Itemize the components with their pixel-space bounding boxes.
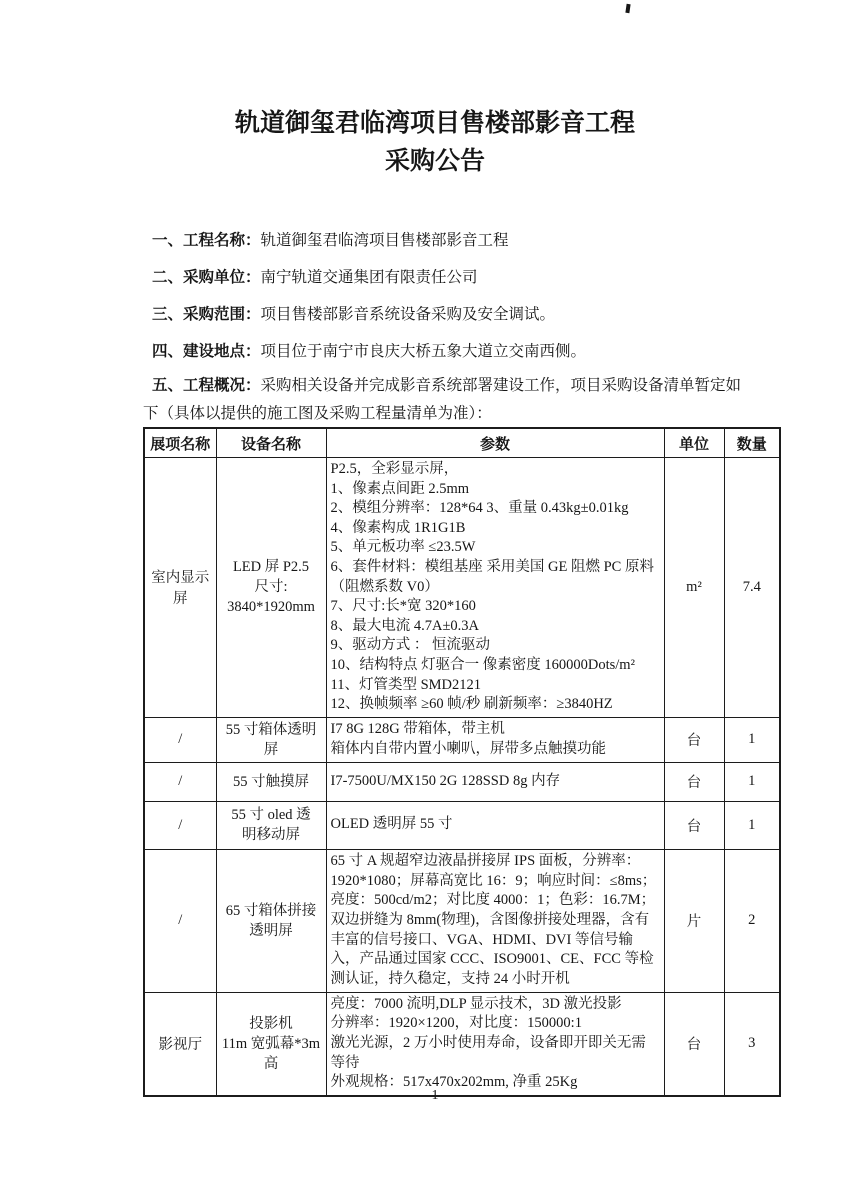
unit-cell: 片 <box>664 849 724 992</box>
table-row-projector <box>144 992 780 1095</box>
section-purchasing-unit <box>152 265 478 287</box>
title-line-1: 轨道御玺君临湾项目售楼部影音工程 <box>234 109 635 137</box>
header-parameters: 参数 <box>326 428 664 458</box>
section-label: 一、工程名称： <box>152 232 261 249</box>
quantity-cell: 3 <box>724 992 780 1095</box>
document-title <box>20 104 850 180</box>
section-label: 二、采购单位： <box>152 269 261 286</box>
section-project-name <box>152 228 509 250</box>
header-exhibit-name: 展项名称 <box>144 428 216 458</box>
unit-cell: 台 <box>664 992 724 1095</box>
section-project-overview <box>152 373 741 395</box>
header-unit: 单位 <box>664 428 724 458</box>
params-cell: OLED 透明屏 55 寸 <box>326 801 664 849</box>
section-text: 采购相关设备并完成影音系统部署建设工作，项目采购设备清单暂定如 <box>260 377 742 394</box>
device-name-cell: 55 寸 oled 透 明移动屏 <box>216 801 326 849</box>
unit-cell: 台 <box>664 762 724 801</box>
section-text: 项目售楼部影音系统设备采购及安全调试。 <box>260 306 556 323</box>
section-label: 三、采购范围： <box>152 306 261 323</box>
table-header-row <box>144 428 780 458</box>
table-row-55-cabinet-transparent-screen <box>144 717 780 762</box>
section-label: 四、建设地点： <box>152 343 261 360</box>
exhibit-name-cell: 室内显示屏 <box>144 458 216 718</box>
quantity-cell: 1 <box>724 762 780 801</box>
device-name-cell: 55 寸箱体透明 屏 <box>216 717 326 762</box>
quantity-cell: 1 <box>724 717 780 762</box>
exhibit-name-cell: / <box>144 801 216 849</box>
section-text: 轨道御玺君临湾项目售楼部影音工程 <box>260 232 509 249</box>
header-device-name: 设备名称 <box>216 428 326 458</box>
params-cell: 亮度：7000 流明,DLP 显示技术，3D 激光投影 分辨率：1920×1200，对比度：150000:1 激光光源，2 万小时使用寿命，设备即开即关无需等待 外观规格：517x470x202mm, 净重 25Kg <box>326 992 664 1095</box>
section-label: 五、工程概况： <box>152 377 261 394</box>
overview-continuation-line: 下（具体以提供的施工图及采购工程量清单为准）： <box>143 405 492 422</box>
params-cell: I7-7500U/MX150 2G 128SSD 8g 内存 <box>326 762 664 801</box>
device-name-cell: 55 寸触摸屏 <box>216 762 326 801</box>
exhibit-name-cell: / <box>144 762 216 801</box>
unit-cell: 台 <box>664 801 724 849</box>
exhibit-name-cell: 影视厅 <box>144 992 216 1095</box>
table-row-55-oled-mobile-screen <box>144 801 780 849</box>
section-purchasing-scope <box>152 302 555 324</box>
quantity-cell: 7.4 <box>724 458 780 718</box>
quantity-cell: 2 <box>724 849 780 992</box>
page-number: 1 <box>431 1088 439 1103</box>
device-name-cell: 65 寸箱体拼接 透明屏 <box>216 849 326 992</box>
params-cell: P2.5，全彩显示屏， 1、像素点间距 2.5mm 2、模组分辨率：128*64 3、重量 0.43kg±0.01kg 4、像素构成 1R1G1B 5、单元板功率 ≤23.5W 6、套件材料：模组基座 采用美国 GE 阻燃 PC 原料（阻燃系数 V0） 7、尺寸:长*宽 320*160 8、最大电流 4.7A±0.3A 9、驱动方式 ： 恒流驱动 10、结构特点 灯驱合一 像素密度 160000Dots/m² 11、灯管类型 SMD2121 12、换帧频率 ≥60 帧/秒 刷新频率：≥3840HZ <box>326 458 664 718</box>
quantity-cell: 1 <box>724 801 780 849</box>
equipment-table <box>143 427 781 1097</box>
device-name-cell: 投影机 11m 宽弧幕*3m 高 <box>216 992 326 1095</box>
params-cell: 65 寸 A 规超窄边液晶拼接屏 IPS 面板，分辨率：1920*1080；屏幕高宽比 16：9；响应时间：≤8ms；亮度：500cd/m2；对比度 4000：1；色彩：16.7M；双边拼缝为 8mm(物理)，含图像拼接处理器，含有丰富的信号接口、VGA、HDMI、DVI 等信号输入，产品通过国家 CCC、ISO9001、CE、FCC 等检测认证，持久稳定，支持 24 小时开机 <box>326 849 664 992</box>
section-construction-site <box>152 339 586 361</box>
table-row-led-screen <box>144 458 780 718</box>
unit-cell: m² <box>664 458 724 718</box>
table-row-55-touch-screen <box>144 762 780 801</box>
header-quantity: 数量 <box>724 428 780 458</box>
exhibit-name-cell: / <box>144 849 216 992</box>
title-line-2: 采购公告 <box>384 147 485 175</box>
params-cell: I7 8G 128G 带箱体，带主机 箱体内自带内置小喇叭，屏带多点触摸功能 <box>326 717 664 762</box>
exhibit-name-cell: / <box>144 717 216 762</box>
section-text: 项目位于南宁市良庆大桥五象大道立交南西侧。 <box>260 343 587 360</box>
device-name-cell: LED 屏 P2.5 尺寸: 3840*1920mm <box>216 458 326 718</box>
table-row-65-splicing-transparent-screen <box>144 849 780 992</box>
scan-artifact-mark <box>625 4 630 13</box>
unit-cell: 台 <box>664 717 724 762</box>
section-text: 南宁轨道交通集团有限责任公司 <box>260 269 478 286</box>
